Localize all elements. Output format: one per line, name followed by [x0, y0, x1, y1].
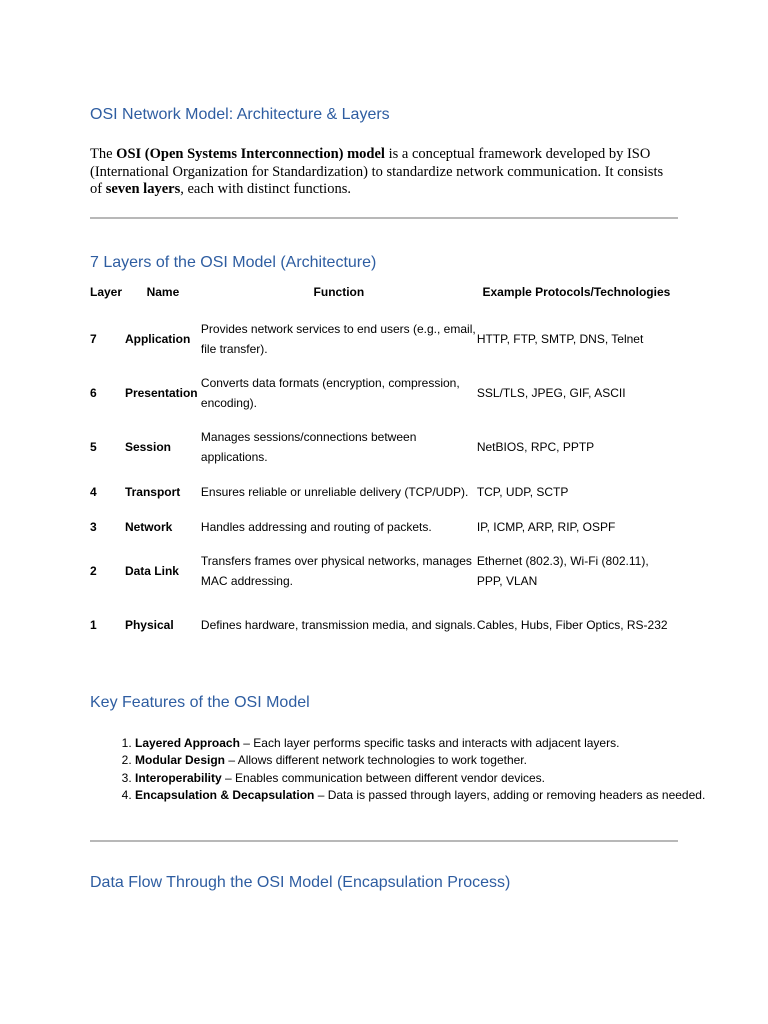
- layer-examples: SSL/TLS, JPEG, GIF, ASCII: [476, 386, 626, 400]
- intro-bold-seven-layers: seven layers: [105, 181, 181, 197]
- table-row: [88, 509, 676, 544]
- column-header-examples: Example Protocols/Technologies: [482, 285, 671, 299]
- section-heading-features: Key Features of the OSI Model: [90, 694, 310, 711]
- table-row: [88, 544, 676, 598]
- layer-examples: Ethernet (802.3), Wi-Fi (802.11), PPP, VLAN: [476, 554, 649, 588]
- horizontal-rule: [90, 840, 678, 842]
- table-row: [88, 366, 676, 420]
- list-item: [135, 770, 723, 787]
- layer-name: Transport: [124, 484, 181, 499]
- layer-function: Ensures reliable or unreliable delivery (TCP/UDP).: [200, 484, 469, 499]
- layer-number: 2: [90, 564, 97, 578]
- table-row: [88, 474, 676, 509]
- layer-function: Handles addressing and routing of packets.: [200, 519, 432, 534]
- layer-examples: IP, ICMP, ARP, RIP, OSPF: [476, 519, 616, 534]
- table-spacer: [88, 304, 676, 312]
- layer-examples: HTTP, FTP, SMTP, DNS, Telnet: [476, 332, 644, 346]
- layer-name: Network: [124, 519, 173, 534]
- intro-text-1: The: [90, 146, 117, 162]
- layer-function: Converts data formats (encryption, compression, encoding).: [200, 376, 460, 410]
- layer-name: Data Link: [124, 564, 179, 578]
- intro-paragraph: [90, 146, 678, 199]
- column-header-name: Name: [146, 285, 180, 299]
- layer-name: Presentation: [124, 386, 198, 400]
- layer-name: Physical: [124, 618, 174, 632]
- feature-description: – Each layer performs specific tasks and interacts with adjacent layers.: [239, 736, 620, 750]
- feature-description: – Data is passed through layers, adding or removing headers as needed.: [314, 787, 706, 802]
- page-title: OSI Network Model: Architecture & Layers: [90, 106, 390, 123]
- list-item: [135, 752, 723, 769]
- feature-term: Encapsulation & Decapsulation: [135, 787, 315, 802]
- table-header-row: [88, 280, 676, 304]
- layer-examples: Cables, Hubs, Fiber Optics, RS-232: [476, 618, 668, 632]
- layer-function: Transfers frames over physical networks, manages MAC addressing.: [200, 554, 472, 588]
- table-row: [88, 312, 676, 366]
- layer-name: Application: [124, 332, 191, 346]
- layer-number: 3: [90, 519, 97, 534]
- layer-number: 6: [90, 386, 97, 400]
- feature-term: Modular Design: [135, 753, 226, 768]
- list-item: [135, 735, 723, 752]
- layer-function: Provides network services to end users (e.g., email, file transfer).: [200, 322, 476, 356]
- feature-term: Layered Approach: [135, 736, 240, 750]
- section-heading-layers: 7 Layers of the OSI Model (Architecture): [90, 254, 377, 271]
- layer-function: Defines hardware, transmission media, and signals.: [200, 618, 476, 632]
- layer-number: 5: [90, 440, 97, 454]
- features-list: [90, 735, 723, 804]
- layer-number: 7: [90, 332, 97, 346]
- layer-examples: TCP, UDP, SCTP: [476, 484, 569, 499]
- feature-description: – Allows different network technologies to work together.: [225, 753, 527, 768]
- layer-number: 4: [90, 484, 97, 499]
- layer-function: Manages sessions/connections between applications.: [200, 430, 417, 464]
- list-item: [135, 787, 723, 804]
- feature-description: – Enables communication between different vendor devices.: [221, 770, 545, 785]
- intro-bold-osi: OSI (Open Systems Interconnection) model: [116, 146, 385, 162]
- feature-term: Interoperability: [135, 770, 222, 785]
- table-row: [88, 420, 676, 474]
- layer-number: 1: [90, 618, 97, 632]
- column-header-layer: Layer: [90, 285, 123, 299]
- table-row: [88, 598, 676, 652]
- intro-text-3: , each with distinct functions.: [180, 181, 351, 197]
- osi-layers-table: [88, 280, 676, 652]
- column-header-function: Function: [313, 285, 365, 299]
- intro-text-2: is a conceptual framework developed by ISO (International Organization for Standardization) to standardize network communication. It consists of: [90, 146, 664, 197]
- section-heading-dataflow: Data Flow Through the OSI Model (Encapsulation Process): [90, 874, 511, 891]
- layer-examples: NetBIOS, RPC, PPTP: [476, 440, 595, 454]
- horizontal-rule: [90, 217, 678, 219]
- layer-name: Session: [124, 440, 171, 454]
